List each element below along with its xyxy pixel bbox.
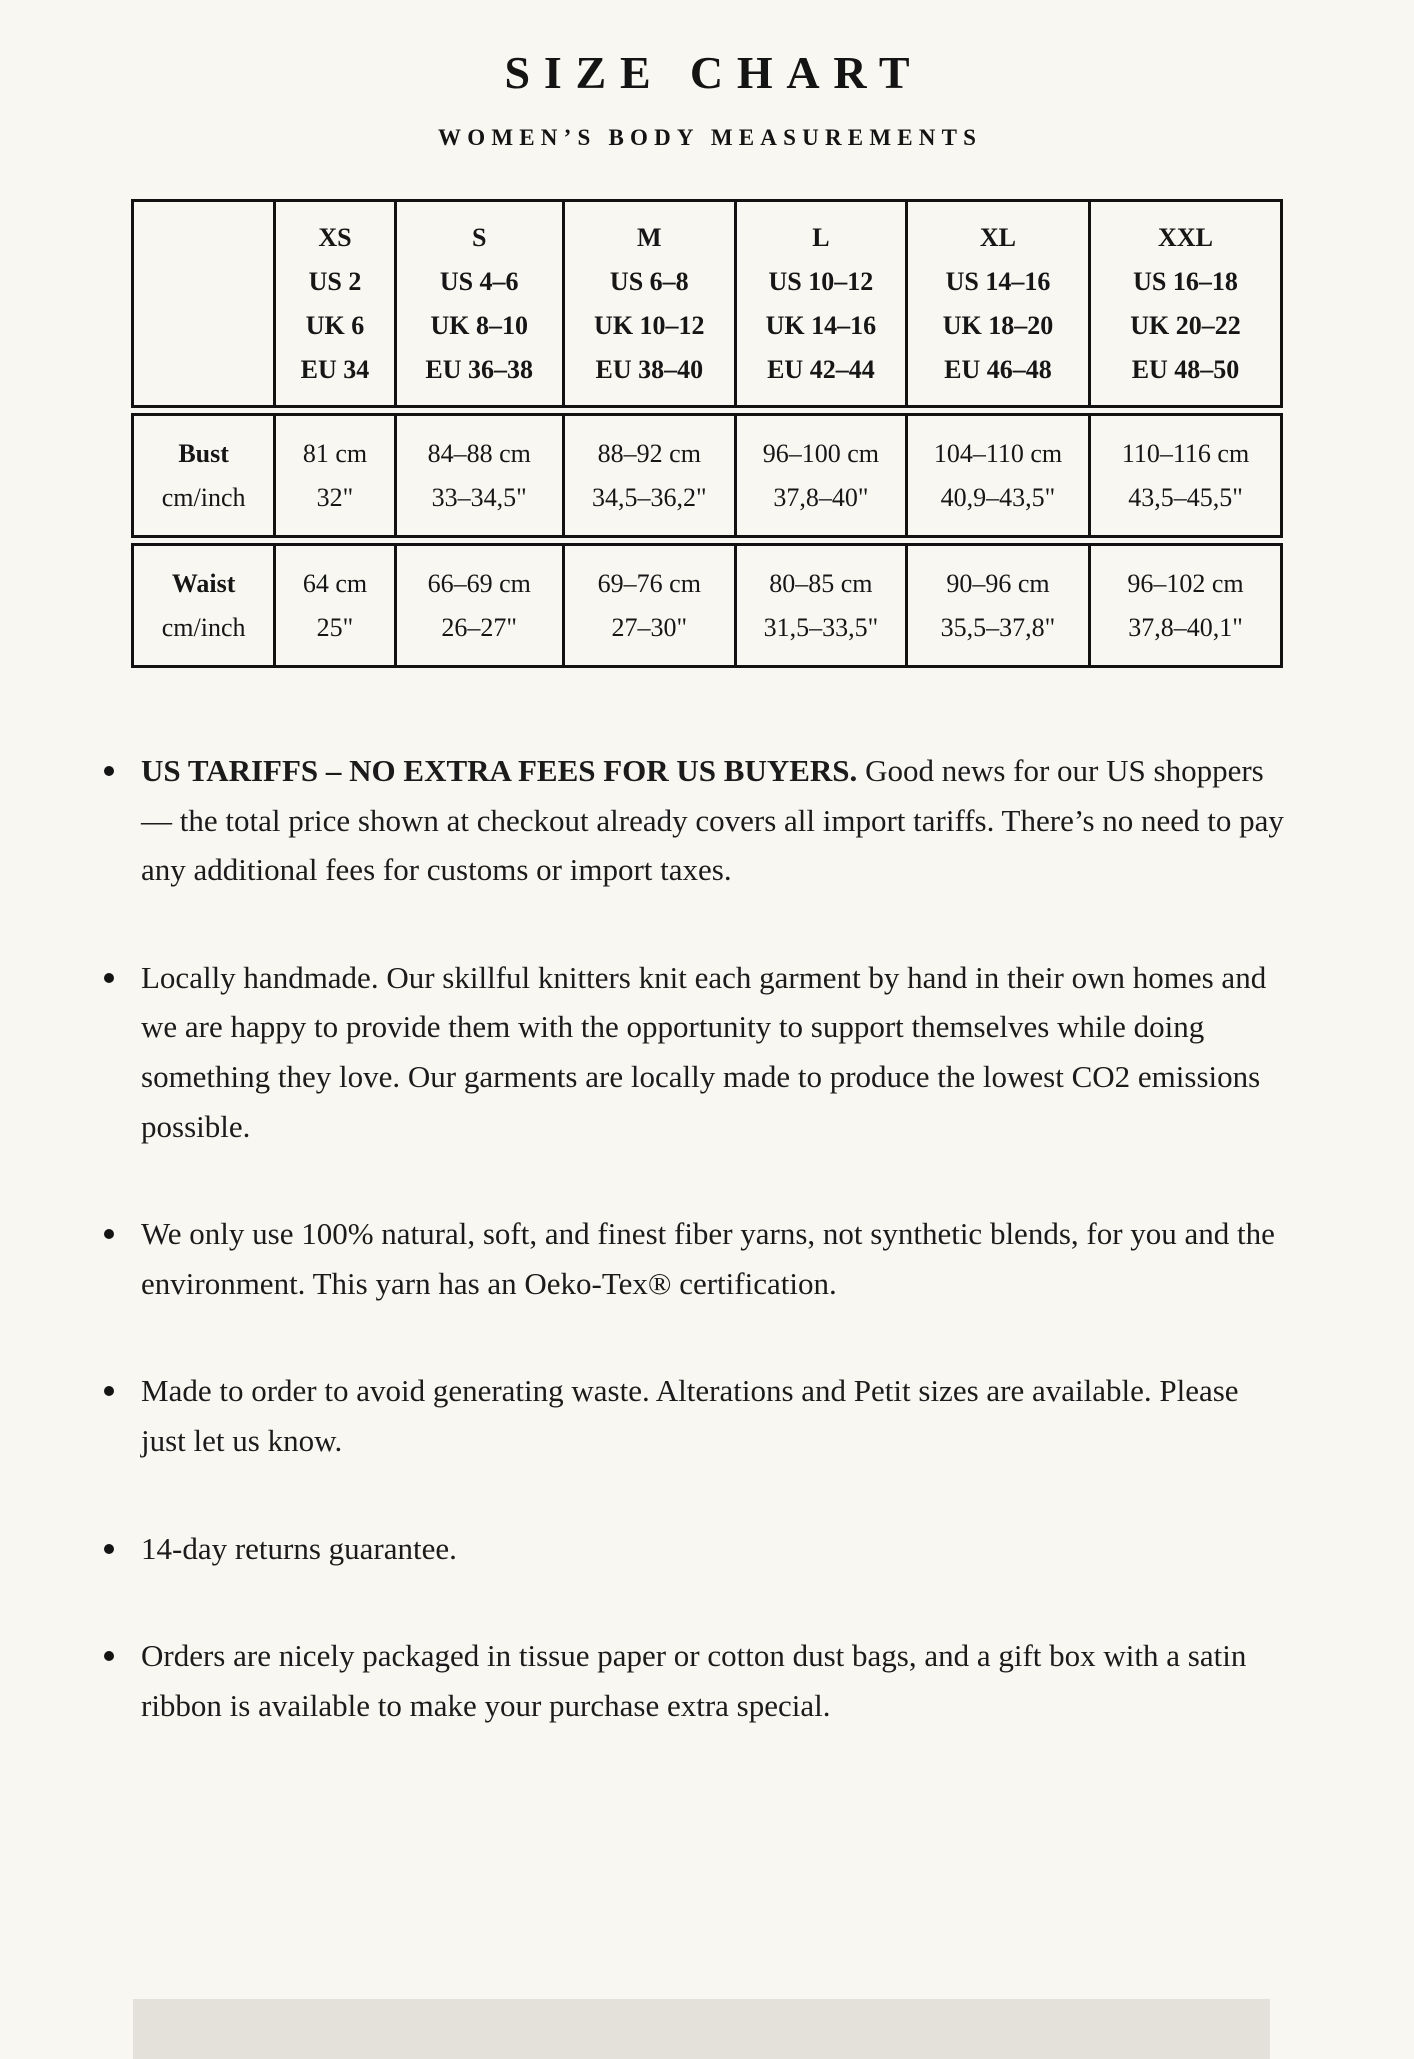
size-name: M (637, 222, 662, 252)
row-label-unit: cm/inch (161, 612, 246, 642)
list-item-text (141, 746, 1289, 895)
table-corner-cell (134, 202, 273, 405)
bust-cell-l (734, 416, 905, 535)
size-chart-page (0, 46, 1414, 1730)
waist-cell-xs (273, 546, 393, 665)
size-col-header-l (734, 202, 905, 405)
size-uk: UK 10–12 (594, 310, 705, 340)
bust-inch: 37,8–40" (773, 482, 869, 512)
size-name: XL (979, 222, 1017, 252)
waist-row (131, 543, 1283, 668)
table-header-row (131, 199, 1283, 408)
bullet-dot (104, 766, 114, 776)
bust-cell-xl (905, 416, 1088, 535)
list-item-text: Orders are nicely packaged in tissue paper or cotton dust bags, and a gift box with a satin ribbon is available to make your purchase extra special. (141, 1638, 1247, 1723)
list-item-us-tariffs (104, 746, 1289, 895)
bust-inch: 32" (316, 482, 354, 512)
size-name: S (471, 222, 487, 252)
waist-cell-xl (905, 546, 1088, 665)
list-item-returns-guarantee (104, 1524, 1289, 1574)
bust-inch: 43,5–45,5" (1128, 482, 1243, 512)
bust-cell-xxl (1088, 416, 1280, 535)
bust-row-label (134, 416, 273, 535)
size-eu: EU 48–50 (1131, 354, 1240, 384)
bust-cell-xs (273, 416, 393, 535)
waist-cell-l (734, 546, 905, 665)
size-col-header-xl (905, 202, 1088, 405)
size-chart-table (131, 199, 1283, 668)
size-eu: EU 36–38 (425, 354, 533, 384)
size-eu: EU 34 (300, 354, 370, 384)
list-item-natural-yarns (104, 1209, 1289, 1308)
bust-cm: 110–116 cm (1121, 438, 1250, 468)
list-item-text: Made to order to avoid generating waste. Alterations and Petit sizes are available. Please just let us know. (141, 1373, 1239, 1458)
size-us: US 16–18 (1133, 266, 1238, 296)
waist-cm: 66–69 cm (427, 568, 531, 598)
bullet-dot (104, 973, 114, 983)
waist-cm: 90–96 cm (946, 568, 1050, 598)
list-item-text: We only use 100% natural, soft, and finest fiber yarns, not synthetic blends, for you and the environment. This yarn has an Oeko-Tex® certification. (141, 1216, 1275, 1301)
bullet-dot (104, 1544, 114, 1554)
size-uk: UK 6 (305, 310, 365, 340)
size-eu: EU 42–44 (767, 354, 875, 384)
waist-cm: 64 cm (302, 568, 368, 598)
bust-inch: 33–34,5" (431, 482, 527, 512)
bust-cm: 84–88 cm (427, 438, 531, 468)
row-label-unit: cm/inch (161, 482, 246, 512)
bullet-dot (104, 1386, 114, 1396)
bust-cm: 81 cm (302, 438, 368, 468)
bullet-dot (104, 1229, 114, 1239)
size-us: US 2 (308, 266, 362, 296)
size-col-header-xxl (1088, 202, 1280, 405)
size-eu: EU 46–48 (944, 354, 1052, 384)
waist-inch: 37,8–40,1" (1128, 612, 1243, 642)
waist-inch: 35,5–37,8" (940, 612, 1056, 642)
bust-cm: 96–100 cm (762, 438, 880, 468)
list-item-text: 14-day returns guarantee. (141, 1530, 457, 1566)
waist-cm: 96–102 cm (1127, 568, 1244, 598)
size-uk: UK 18–20 (942, 310, 1054, 340)
size-eu: EU 38–40 (595, 354, 704, 384)
waist-inch: 27–30" (611, 612, 688, 642)
size-col-header-s (394, 202, 562, 405)
next-section-band (133, 1999, 1270, 2059)
bust-cell-m (562, 416, 734, 535)
info-bullet-list (104, 746, 1289, 1730)
page-subtitle: WOMEN’S BODY MEASUREMENTS (438, 125, 983, 150)
bust-inch: 40,9–43,5" (940, 482, 1056, 512)
size-us: US 10–12 (768, 266, 874, 296)
waist-inch: 25" (316, 612, 354, 642)
bust-cell-s (394, 416, 562, 535)
size-us: US 4–6 (439, 266, 519, 296)
waist-cell-s (394, 546, 562, 665)
list-item-text: Locally handmade. Our skillful knitters knit each garment by hand in their own homes and we are happy to provide them with the opportunity to support themselves while doing something they love. Our garments are locally made to produce the lowest CO2 emissions possible. (141, 959, 1267, 1144)
size-uk: UK 20–22 (1130, 310, 1241, 340)
bust-inch: 34,5–36,2" (591, 482, 707, 512)
size-us: US 6–8 (609, 266, 689, 296)
list-item-lead: US TARIFFS – NO EXTRA FEES FOR US BUYERS. (141, 753, 858, 788)
bullet-dot (104, 1651, 114, 1661)
size-uk: UK 8–10 (430, 310, 528, 340)
size-name: XS (318, 222, 352, 252)
waist-inch: 31,5–33,5" (763, 612, 879, 642)
list-item-locally-handmade (104, 953, 1289, 1151)
waist-row-label (134, 546, 273, 665)
list-item-body: Good news for our US shoppers — the total price shown at checkout already covers all import tariffs. There’s no need to pay any additional fees for customs or import taxes. (141, 753, 1284, 888)
size-name: XXL (1158, 222, 1213, 252)
waist-cell-xxl (1088, 546, 1280, 665)
waist-inch: 26–27" (441, 612, 517, 642)
waist-cm: 80–85 cm (769, 568, 873, 598)
size-uk: UK 14–16 (765, 310, 877, 340)
row-label-text: Bust (178, 438, 229, 468)
row-label-text: Waist (171, 568, 236, 598)
waist-cell-m (562, 546, 734, 665)
bust-row (131, 413, 1283, 538)
list-item-packaging (104, 1631, 1289, 1730)
size-col-header-m (562, 202, 734, 405)
waist-cm: 69–76 cm (597, 568, 701, 598)
bust-cm: 104–110 cm (933, 438, 1063, 468)
size-col-header-xs (273, 202, 393, 405)
list-item-made-to-order (104, 1366, 1289, 1465)
size-name: L (812, 222, 830, 252)
size-us: US 14–16 (945, 266, 1051, 296)
page-title: SIZE CHART (504, 47, 924, 98)
bust-cm: 88–92 cm (597, 438, 701, 468)
